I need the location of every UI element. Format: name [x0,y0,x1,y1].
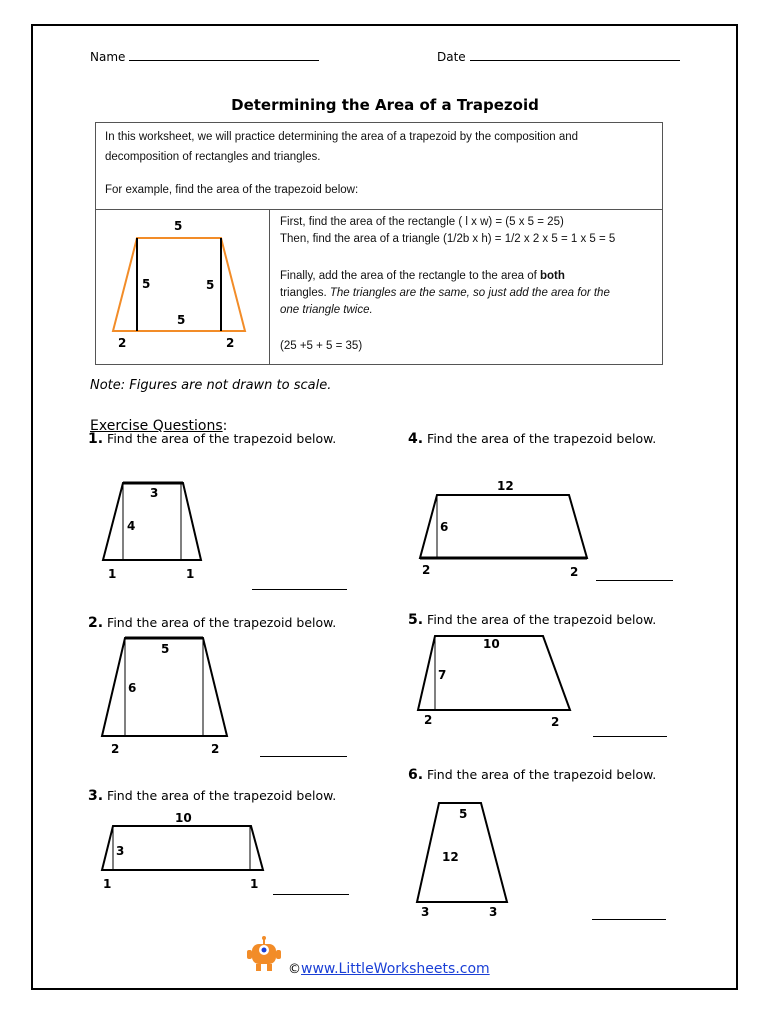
question-5-answer-line[interactable] [593,736,667,737]
exercise-heading-colon: : [222,418,228,434]
example-left-base-label: 2 [118,336,127,350]
q1-left-base-label: 1 [108,567,117,581]
monster-mascot-icon [246,936,282,972]
q4-top-label: 12 [497,479,514,493]
q4-right-base-label: 2 [570,565,579,579]
question-2-prompt [88,615,336,631]
website-link[interactable]: www.LittleWorksheets.com [301,961,490,977]
q2-right-base-label: 2 [211,742,220,756]
worksheet-title: Determining the Area of a Trapezoid [231,96,539,114]
q2-top-label: 5 [161,642,170,656]
example-step-3-line-2 [280,285,610,302]
question-6-figure [410,798,520,920]
question-3-text: Find the area of the trapezoid below. [107,788,337,803]
question-5-figure [415,632,580,732]
example-step-3c: triangles. [280,287,330,299]
question-3-prompt [88,788,336,804]
q1-top-label: 3 [150,486,159,500]
question-1-figure [95,475,215,583]
example-right-base-label: 2 [226,336,235,350]
example-step-2: Then, find the area of a triangle (1/2b x h) = 1/2 x 2 x 5 = 1 x 5 = 5 [280,233,616,245]
exercise-heading: Exercise Questions [90,418,223,434]
scale-note: Note: Figures are not drawn to scale. [90,378,332,393]
intro-line-2: decomposition of rectangles and triangles. [105,151,321,163]
question-6-text: Find the area of the trapezoid below. [427,767,657,782]
q3-right-base-label: 1 [250,877,259,890]
intro-divider-vertical [269,209,270,365]
question-1-text: Find the area of the trapezoid below. [107,431,337,446]
q2-left-base-label: 2 [111,742,120,756]
q1-right-base-label: 1 [186,567,195,581]
name-line[interactable] [129,60,319,61]
example-left-height-label: 5 [142,277,151,291]
q1-height-label: 4 [127,519,136,533]
example-step-3-line-1 [280,268,565,285]
example-bottom-label: 5 [177,313,186,327]
q5-height-label: 7 [438,668,447,682]
q5-right-base-label: 2 [551,715,560,729]
example-right-height-label: 5 [206,278,215,292]
example-top-label: 5 [174,219,183,233]
intro-line-3: For example, find the area of the trapezoid below: [105,184,359,196]
question-1-prompt [88,431,336,447]
example-step-3-bold: both [539,270,565,282]
date-field-group [437,50,680,64]
date-line[interactable] [470,60,680,61]
question-1-number: 1. [88,431,104,447]
question-2-text: Find the area of the trapezoid below. [107,615,337,630]
name-label: Name [90,50,126,64]
question-3-number: 3. [88,788,104,804]
question-4-prompt [408,431,656,447]
question-4-number: 4. [408,431,424,447]
q5-top-label: 10 [483,637,500,651]
question-5-prompt [408,612,656,628]
question-1-answer-line[interactable] [252,589,347,590]
q6-top-label: 5 [459,807,468,821]
q4-left-base-label: 2 [422,563,431,577]
example-step-3a: Finally, add the area of the rectangle to the area of [280,270,540,282]
name-field-group [90,50,319,64]
question-5-number: 5. [408,612,424,628]
q2-height-label: 6 [128,681,137,695]
example-step-3d: The triangles are the same, so just add the area for the [329,287,610,299]
q3-trapezoid-outline [102,826,263,870]
q3-height-label: 3 [116,844,125,858]
question-2-number: 2. [88,615,104,631]
q4-height-label: 6 [440,520,449,534]
question-5-text: Find the area of the trapezoid below. [427,612,657,627]
question-6-prompt [408,767,656,783]
question-6-number: 6. [408,767,424,783]
q6-left-base-label: 3 [421,905,430,919]
q3-top-label: 10 [175,811,192,825]
example-step-1: First, find the area of the rectangle ( l x w) = (5 x 5 = 25) [280,216,564,228]
copyright-symbol: © [288,962,301,977]
example-trapezoid-figure [95,210,269,365]
question-4-text: Find the area of the trapezoid below. [427,431,657,446]
q5-left-base-label: 2 [424,713,433,727]
intro-line-1: In this worksheet, we will practice determining the area of a trapezoid by the composition and [105,131,579,143]
question-3-figure [95,808,275,890]
question-3-answer-line[interactable] [273,894,349,895]
date-label: Date [437,50,466,64]
question-4-figure [415,478,590,582]
q3-left-base-label: 1 [103,877,112,890]
example-result: (25 +5 + 5 = 35) [280,340,363,352]
example-step-3e: one triangle twice. [280,304,373,316]
question-2-answer-line[interactable] [260,756,347,757]
footer [288,958,490,977]
question-2-figure [95,632,235,758]
question-6-answer-line[interactable] [592,919,666,920]
question-4-answer-line[interactable] [596,580,673,581]
q6-height-label: 12 [442,850,459,864]
q6-right-base-label: 3 [489,905,498,919]
